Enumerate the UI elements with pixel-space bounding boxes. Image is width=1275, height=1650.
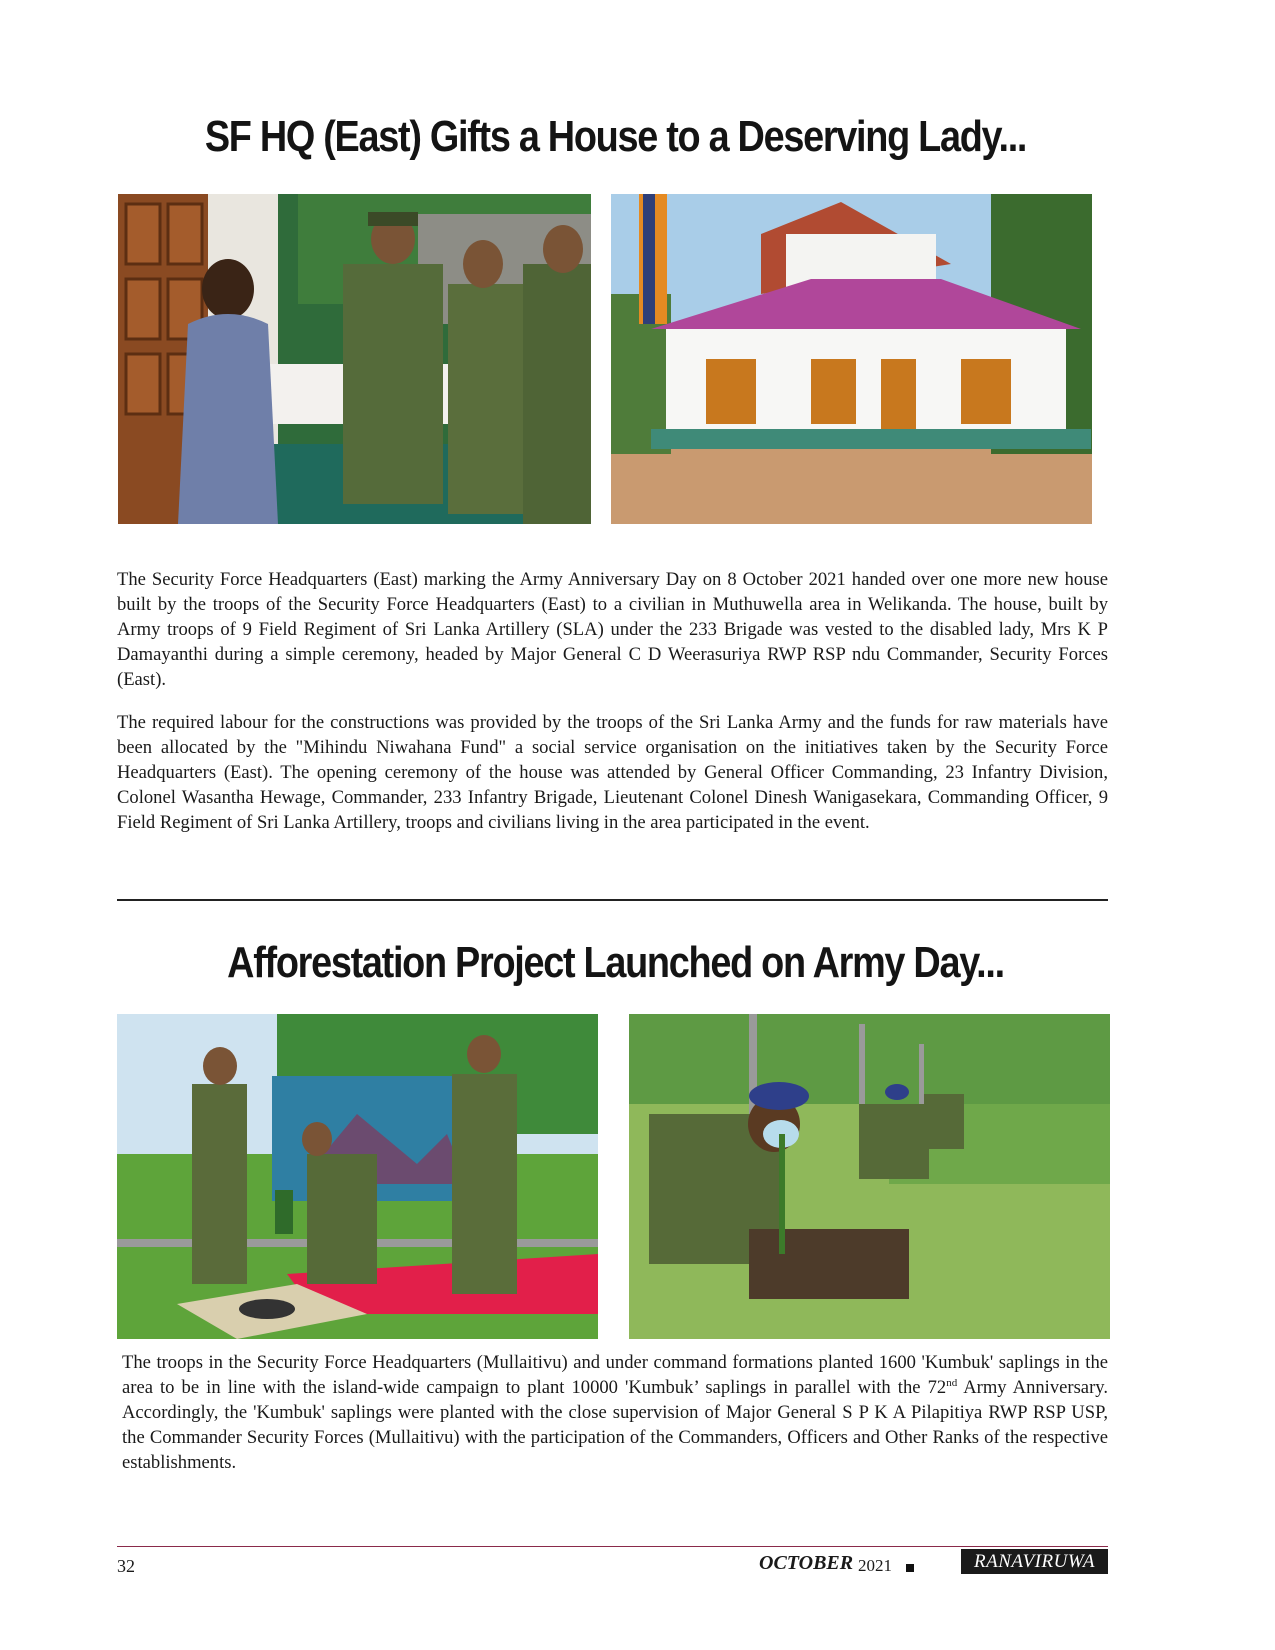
- page-number: 32: [117, 1556, 135, 1576]
- ordinal-suffix: nd: [946, 1376, 958, 1389]
- soldiers-planting-photo: [629, 1014, 1110, 1339]
- article2-paragraph: [122, 1350, 1108, 1475]
- footer-rule: [117, 1546, 1108, 1547]
- article2-paragraph-text-b: Army Anniversary. Accordingly, the 'Kumbuk' saplings were planted with the close supervision of Major General S P K A Pilapitiya RWP RSP USP, the Commander Security Forces (Mullaitivu) with the participation of the Commanders, Officers and Other Ranks of the respective establishments.: [122, 1377, 1108, 1473]
- issue-year: 2021: [858, 1556, 892, 1575]
- article1-paragraph-2: The required labour for the constructions was provided by the troops of the Sri Lanka Army and the funds for raw materials have been allocated by the "Mihindu Niwahana Fund" a social service organisation on the initiatives taken by the Security Force Headquarters (East). The opening ceremony of the house was attended by General Officer Commanding, 23 Infantry Division, Colonel Wasantha Hewage, Commander, 233 Infantry Brigade, Lieutenant Colonel Dinesh Wanigasekara, Commanding Officer, 9 Field Regiment of Sri Lanka Artillery, troops and civilians living in the area participated in the event.: [117, 712, 1108, 833]
- square-bullet-icon: [906, 1564, 914, 1572]
- article1-paragraph-1: The Security Force Headquarters (East) marking the Army Anniversary Day on 8 October 2021 handed over one more new house built by the troops of the Security Force Headquarters (East) to a civilian in Muthuwella area in Welikanda. The house, built by Army troops of 9 Field Regiment of Sri Lanka Artillery (SLA) under the 233 Brigade was vested to the disabled lady, Mrs K P Damayanthi during a simple ceremony, headed by Major General C D Weerasuriya RWP RSP ndu Commander, Security Forces (East).: [117, 569, 1108, 690]
- new-house-photo: [611, 194, 1092, 524]
- sapling-planting-ceremony-photo: [117, 1014, 598, 1339]
- article1-title: SF HQ (East) Gifts a House to a Deserving Lady...: [204, 112, 1027, 161]
- key-handover-photo: [118, 194, 591, 524]
- article2-title: Afforestation Project Launched on Army Day...: [227, 938, 1004, 987]
- section-divider: [117, 899, 1108, 901]
- issue-month: OCTOBER: [759, 1552, 854, 1574]
- magazine-brand: RANAVIRUWA: [961, 1549, 1108, 1574]
- article2-paragraph-text-a: The troops in the Security Force Headquarters (Mullaitivu) and under command formations planted 1600 'Kumbuk' saplings in the area to be in line with the island-wide campaign to plant 10000 'Kumbuk’ saplings in parallel with the 72: [122, 1352, 1108, 1398]
